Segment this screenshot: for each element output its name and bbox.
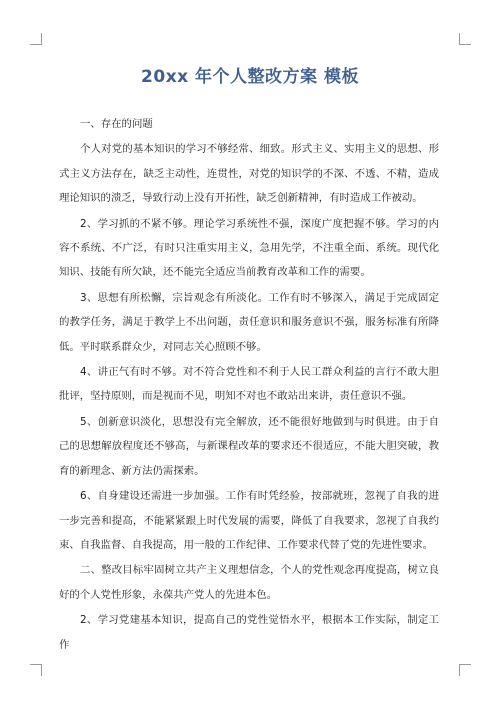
crop-mark-bottom-left (30, 664, 42, 676)
crop-mark-bottom-right (459, 664, 471, 676)
paragraph-5: 5、创新意识淡化，思想没有完全解放，还不能很好地做到与时俱进。由于自己的思想解放程度还不够高，与新课程改革的要求还不很适应，不能大胆突破，教育的新理念、新方法仍需探索。 (59, 415, 439, 477)
paragraph-2: 2、学习抓的不紧不够。理论学习系统性不强，深度广度把握不够。学习的内容不系统、不广泛，有时只注重实用主义，急用先学，不注重全面、系统。现代化知识、技能有所欠缺，还不能完全适应当前教育改革和工作的需要。 (59, 217, 439, 279)
paragraph-7: 二、整改目标牢固树立共产主义理想信念，个人的党性观念再度提高，树立良好的个人党性形象，永葆共产党人的先进本色。 (59, 564, 439, 601)
crop-mark-top-left (30, 33, 42, 45)
paragraph-3: 3、思想有所松懈，宗旨观念有所淡化。工作有时不够深入，满足于完成固定的教学任务，满足于教学上不出问题，责任意识和服务意识不强，服务标准有所降低。平时联系群众少，对同志关心照顾不够。 (59, 291, 439, 353)
paragraph-6: 6、自身建设还需进一步加强。工作有时凭经验，按部就班，忽视了自我的进一步完善和提高，不能紧紧跟上时代发展的需要，降低了自我要求，忽视了自我约束、自我监督、自我提高，用一般的工作纪律、工作要求代替了党的先进性要求。 (59, 490, 439, 551)
document-title: 20xx 年个人整改方案 模板 (141, 67, 359, 87)
paragraph-1: 个人对党的基本知识的学习不够经常、细致。形式主义、实用主义的思想、形式主义方法存在，缺乏主动性，连贯性，对党的知识学的不深、不透、不精，造成理论知识的溃乏，导致行动上没有开拓性，缺乏创新精神，有时造成工作被动。 (59, 143, 439, 205)
document-body (59, 112, 439, 658)
section-heading-problems: 一、存在的问题 (80, 118, 153, 130)
paragraph-4: 4、讲正气有时不够。对不符合党性和不利于人民工群众利益的言行不敢大胆批评，坚持原则，而是视而不见，明知不对也不敢站出来讲，责任意识不强。 (59, 366, 439, 403)
paragraph-8: 2、学习党建基本知识，提高自己的党性觉悟水平，根据本工作实际，制定工作 (59, 614, 439, 651)
crop-mark-top-right (459, 33, 471, 45)
